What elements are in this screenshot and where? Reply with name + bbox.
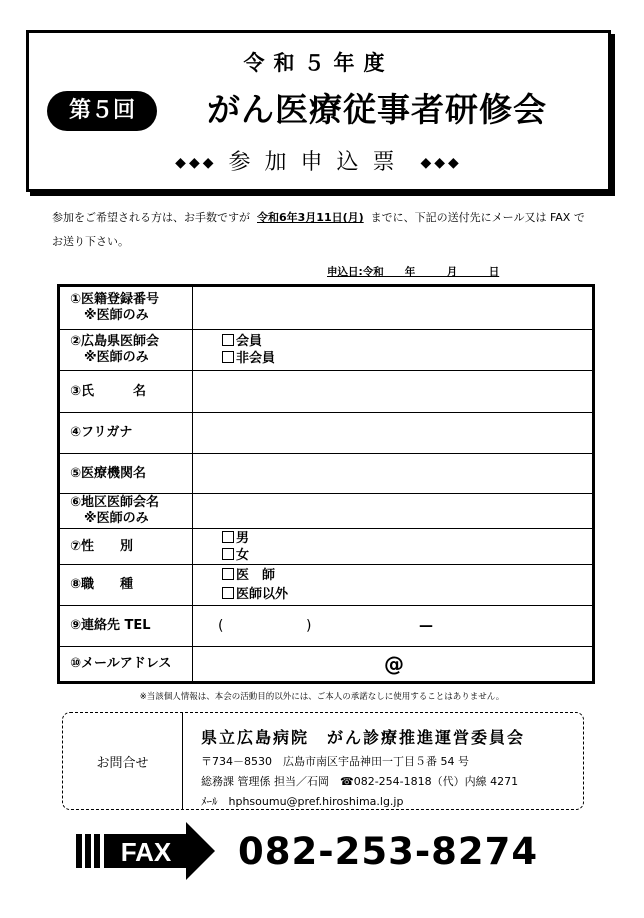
row-label: ⑩メールアドレス <box>60 647 193 681</box>
deadline: 令和6年3月11日(月) <box>257 211 364 224</box>
intro-after: までに、下記の送付先にメール又は FAX でお送り下さい。 <box>52 211 585 248</box>
row-label: ⑦性 別 <box>60 529 193 564</box>
row-furigana <box>60 412 592 453</box>
contact-email: ﾒｰﾙ hphsoumu@pref.hiroshima.lg.jp <box>201 795 404 808</box>
tel-dash: — <box>419 618 433 634</box>
row-registration-number <box>60 287 592 329</box>
row-institution <box>60 453 592 493</box>
registration-number-field[interactable] <box>194 287 592 329</box>
checkbox-doctor[interactable]: 医 師 <box>222 566 288 585</box>
at-sign: @ <box>384 652 404 676</box>
form-title-row <box>29 145 608 176</box>
fax-arrow-icon <box>76 822 216 880</box>
row-occupation <box>60 564 592 605</box>
session-badge: 第５回 <box>47 91 157 131</box>
row-medical-association <box>60 329 592 370</box>
privacy-note: ※当該個人情報は、本会の活動目的以外には、ご本人の承諾なしに使用することはありません。 <box>139 692 505 702</box>
row-label: ①医籍登録番号 <box>70 292 160 307</box>
fax-label: FAX <box>120 837 172 867</box>
fiscal-year: 令和５年度 <box>243 51 394 75</box>
row-email <box>60 646 592 681</box>
row-label: ②広島県医師会 <box>70 334 160 349</box>
row-district-association <box>60 493 592 528</box>
contact-box <box>62 712 584 810</box>
fax-number: 082-253-8274 <box>238 830 539 873</box>
intro-text <box>52 206 592 254</box>
telephone-field[interactable] <box>194 606 592 646</box>
row-label: ⑨連絡先 TEL <box>60 606 193 646</box>
row-sub-label: ※医師のみ <box>84 308 149 323</box>
tel-paren-close: ) <box>306 618 312 634</box>
row-name <box>60 370 592 412</box>
contact-address: 〒734－8530 広島市南区宇品神田一丁目５番 54 号 <box>201 755 469 768</box>
district-association-field[interactable] <box>194 494 592 528</box>
contact-label: お問合せ <box>63 713 183 809</box>
diamond-decoration-left: ◆◆◆ <box>175 155 217 171</box>
intro-before: 参加をご希望される方は、お手数ですが <box>52 211 250 224</box>
email-field[interactable] <box>194 647 592 681</box>
row-sub-label: ※医師のみ <box>84 350 149 365</box>
event-title: がん医療従事者研修会 <box>207 90 547 129</box>
checkbox-non-doctor[interactable]: 医師以外 <box>222 585 288 604</box>
row-telephone <box>60 605 592 646</box>
application-form-table <box>57 284 595 684</box>
row-label: ⑤医療機関名 <box>60 454 193 493</box>
contact-phone: 総務課 管理係 担当／石岡 ☎082-254-1818（代）内線 4271 <box>201 775 519 788</box>
name-field[interactable] <box>194 371 592 412</box>
row-gender <box>60 528 592 564</box>
header-box <box>26 30 611 192</box>
diamond-decoration-right: ◆◆◆ <box>420 155 462 171</box>
row-label: ④フリガナ <box>60 413 193 453</box>
application-date[interactable]: 申込日:令和 年 月 日 <box>327 266 500 278</box>
checkbox-male[interactable]: 男 <box>222 530 249 547</box>
checkbox-non-member[interactable]: 非会員 <box>222 350 275 367</box>
institution-field[interactable] <box>194 454 592 493</box>
organization-name: 県立広島病院 がん診療推進運営委員会 <box>201 728 526 747</box>
row-label: ⑥地区医師会名 <box>70 495 160 510</box>
form-title: 参加申込票 <box>228 150 409 175</box>
furigana-field[interactable] <box>194 413 592 453</box>
row-sub-label: ※医師のみ <box>84 511 149 526</box>
row-label: ⑧職 種 <box>60 565 193 605</box>
tel-paren-open: ( <box>218 618 224 634</box>
row-label: ③氏 名 <box>60 371 193 412</box>
checkbox-female[interactable]: 女 <box>222 547 249 564</box>
checkbox-member[interactable]: 会員 <box>222 333 275 350</box>
